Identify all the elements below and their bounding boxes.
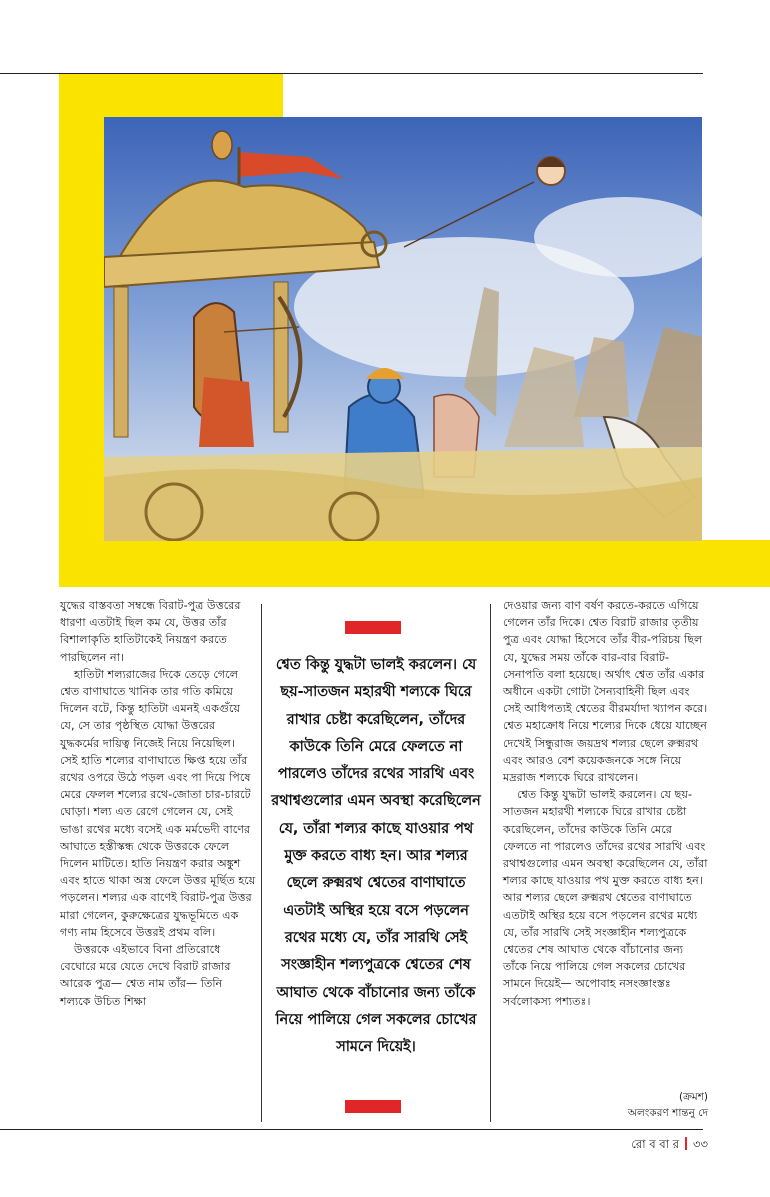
- illustration-frame-bottom: [59, 540, 770, 587]
- illustration-credit: অলংকরণ শান্তনু দে: [627, 1107, 708, 1119]
- page-footer: [631, 1136, 708, 1155]
- footer-rule: [0, 1129, 703, 1130]
- paragraph: উত্তরকে এইভাবে বিনা প্রতিরোধে বেঘোরে মরে যেতে দেখে বিরাট রাজার আরেক পুত্র— শ্বেত নাম তাঁর— তিনি শল্যকে উচিত শিক্ষা: [60, 943, 231, 1008]
- chariot-battle-artwork: [104, 117, 702, 541]
- column-divider: [261, 604, 262, 1122]
- article-column-right: [503, 597, 708, 1010]
- pull-quote-bar-bottom: [345, 1100, 401, 1113]
- pull-quote: শ্বেত কিন্তু যুদ্ধটা ভালই করলেন। যে ছয়-সাতজন মহারথী শল্যকে ঘিরে রাখার চেষ্টা করেছিলেন, তাঁদের কাউকে তিনি মেরে ফেলতে না পারলেও তাঁদের রথের সারথি এবং রথাশ্বগুলোর এমন অবস্থা করেছিলেন যে, তাঁরা শল্যর কাছে যাওয়ার পথ মুক্ত করতে বাধ্য হন। আর শল্যর ছেলে রুক্মরথ শ্বেতের বাণাঘাতে এতটাই অস্থির হয়ে বসে পড়লেন রথের মধ্যে যে, তাঁর সারথি সেই সংজ্ঞাহীন শল্যপুত্রকে শ্বেতের শেষ আঘাত থেকে বাঁচানোর জন্য তাঁকে নিয়ে পালিয়ে গেল সকলের চোখের সামনে দিয়েই।: [271, 657, 481, 1056]
- continued-note: (ক্রমশ): [678, 1091, 708, 1103]
- paragraph: দেওয়ার জন্য বাণ বর্ষণ করতে-করতে এগিয়ে গেলেন তাঁর দিকে। শ্বেত বিরাট রাজার তৃতীয় পুত্র এবং যোদ্ধা হিসেবে তাঁর বীর-পরিচয় ছিল যে, যুদ্ধের সময় তাঁকে বার-বার বিরাট-সেনাপতি বলা হয়েছে। অর্থাৎ শ্বেত তাঁর একার অধীনে একটা গোটা সৈন্যবাহিনী ছিল এবং সেই আধিপত্যই শ্বেতের বীরমর্যাদা খ্যাপন করে। শ্বেত মহাক্রোধ নিয়ে শল্যের দিকে ধেয়ে যাচ্ছেন দেখেই সিন্ধুরাজ জয়দ্রথ শল্যর ছেলে রুক্মরথ এবং আরও বেশ কয়েকজনকে সঙ্গে নিয়ে মদ্ররাজ শল্যকে ঘিরে রাখলেন।: [503, 599, 708, 785]
- paragraph: যুদ্ধের বাস্তবতা সম্বন্ধে বিরাট-পুত্র উত্তরের ধারণা এতটাই ছিল কম যে, উত্তর তাঁর বিশালাকৃতি হাতিটাকেই নিয়ন্ত্রণ করতে পারছিলেন না।: [60, 599, 241, 664]
- magazine-name: রো ব বা র: [631, 1137, 680, 1151]
- battle-illustration: [104, 117, 702, 541]
- pull-quote-bar-top: [345, 621, 401, 634]
- article-column-left: [60, 597, 256, 1010]
- paragraph: হাতিটা শল্যরাজের দিকে তেড়ে গেলে শ্বেত বাণাঘাতে খানিক তার গতি কমিয়ে দিলেন বটে, কিন্তু হাতিটা এমনই একগুঁয়ে যে, সে তার পৃষ্ঠস্থিত যোদ্ধা উত্তরের যুদ্ধকর্মের দায়িত্ব নিজেই নিয়ে নিয়েছিল। সেই হাতি শল্যের বাণাঘাতে ক্ষিপ্ত হয়ে তাঁর রথের ওপরে উঠে পড়ল এবং পা দিয়ে পিষে মেরে ফেলল শল্যের রথে-জোতা চার-চারটে ঘোড়া। শল্য এত রেগে গেলেন যে, সেই ভাঙা রথের মধ্যে বসেই এক মর্মভেদী বাণের আঘাতে হস্তীস্কন্ধ থেকে উত্তরকে ফেলে দিলেন মাটিতে। হাতি নিয়ন্ত্রণ করার অঙ্কুশ এবং হাতে থাকা অস্ত্র ফেলে উত্তর মূর্ছিত হয়ে পড়লেন। শল্যর এক বাণেই বিরাট-পুত্র উত্তর মারা গেলেন, কুরুক্ষেত্রের যুদ্ধভূমিতে এক গণ্য নাম হিসেবে উত্তরই প্রথম বলি।: [60, 667, 256, 939]
- column-divider: [490, 604, 491, 1122]
- paragraph: শ্বেত কিন্তু যুদ্ধটা ভালই করলেন। যে ছয়-সাতজন মহারথী শল্যকে ঘিরে রাখার চেষ্টা করেছিলেন, তাঁদের কাউকে তিনি মেরে ফেলতে না পারলেও তাঁদের রথের সারথি এবং রথাশ্বগুলোর এমন অবস্থা করেছিলেন যে, তাঁরা শল্যর কাছে যাওয়ার পথ মুক্ত করতে বাধ্য হন। আর শল্যর ছেলে রুক্মরথ শ্বেতের বাণাঘাতে এতটাই অস্থির হয়ে বসে পড়লেন রথের মধ্যে যে, তাঁর সারথি সেই সংজ্ঞাহীন শল্যপুত্রকে শ্বেতের শেষ আঘাত থেকে বাঁচানোর জন্য তাঁকে নিয়ে পালিয়ে গেল সকলের চোখের সামনে দিয়েই— অপোবাহ নসংজ্ঞাংস্তঃ সর্বলোকস্য পশ্যতঃ।: [503, 788, 708, 1008]
- footer-separator: [685, 1137, 687, 1150]
- page-number: ৩৩: [693, 1137, 708, 1151]
